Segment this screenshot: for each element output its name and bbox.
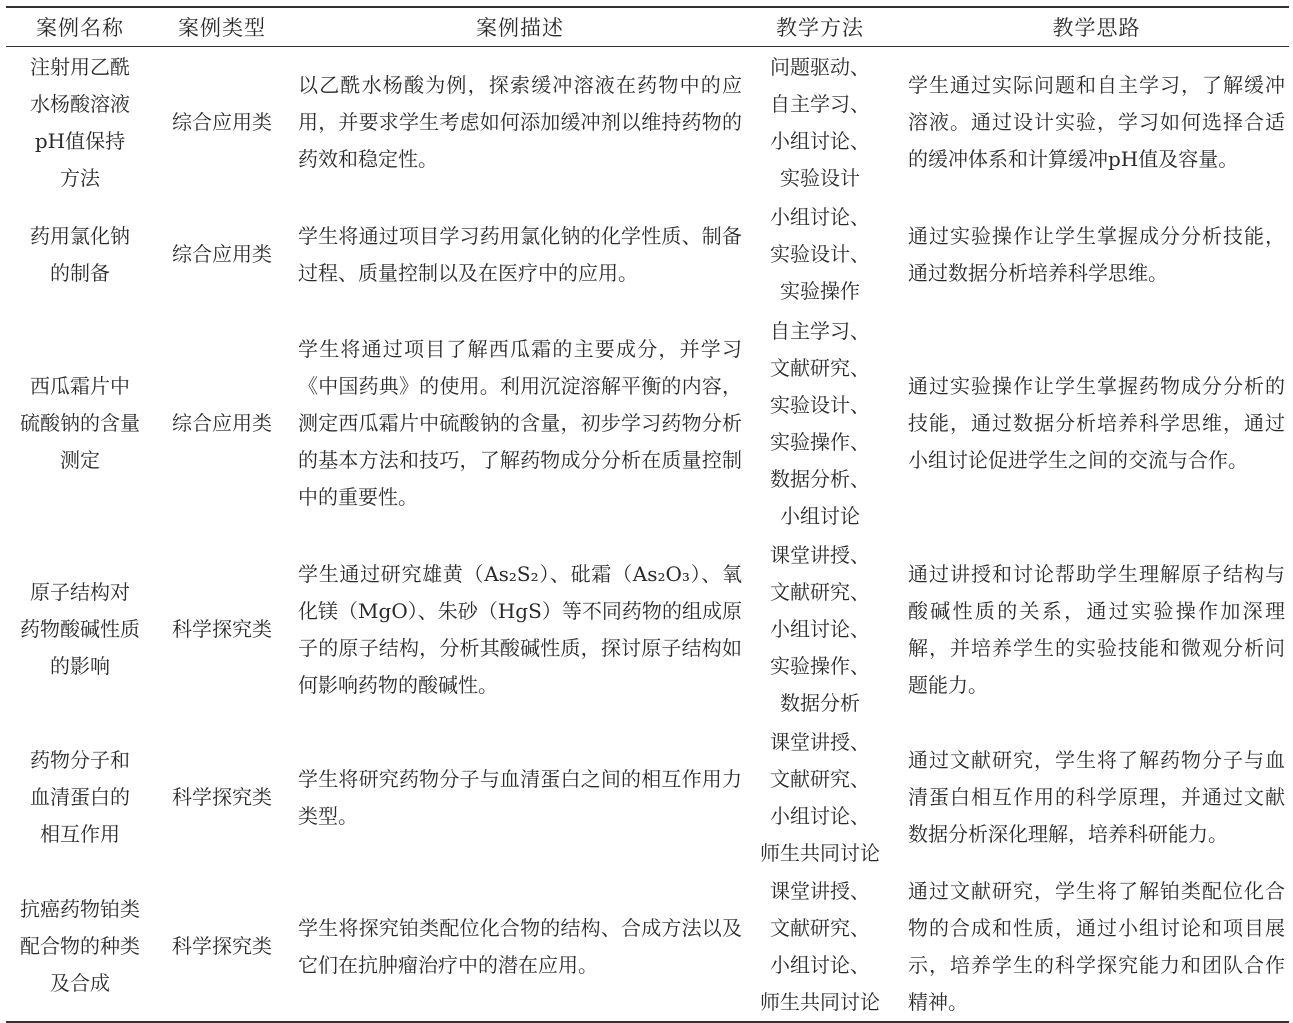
method-line: 文献研究、 [770,355,870,380]
method-line: 小组讨论、 [770,128,870,153]
case-type-cell: 科学探究类 [172,617,272,641]
method-line: 小组讨论、 [770,205,870,229]
case-name-line: 血清蛋白的 [30,785,130,809]
table-header-row [6,7,1289,47]
method-line: 小组讨论、 [770,803,870,828]
case-name-line: 硫酸钠的含量 [20,411,140,435]
method-line: 小组讨论、 [770,617,870,641]
case-name-cell [6,537,154,723]
case-name-line: 药物酸碱性质 [20,617,140,641]
table-row [6,199,1289,311]
case-name-line: 药用氯化钠 [30,223,130,248]
case-description-cell: 学生将探究铂类配位化合物的结构、合成方法以及它们在抗肿瘤治疗中的潜在应用。 [298,915,742,977]
method-line: 小组讨论 [780,503,860,528]
case-name-line: 抗癌药物铂类 [20,897,140,921]
method-line: 师生共同讨论 [760,840,880,865]
method-line: 文献研究、 [770,766,870,791]
case-name-line: 配合物的种类 [20,934,140,958]
method-line: 数据分析、 [770,466,870,491]
case-type-cell: 综合应用类 [172,110,272,135]
method-line: 数据分析 [780,691,860,715]
method-line: 师生共同讨论 [760,989,880,1014]
table-row [6,723,1289,873]
method-line: 实验设计、 [770,392,870,417]
method-line: 课堂讲授、 [770,729,870,754]
case-table-container [6,6,1289,1023]
teaching-case-table [6,6,1289,1023]
case-name-line: 药物分子和 [30,748,130,772]
header-teaching-idea: 教学思路 [1052,16,1141,40]
case-description-cell: 学生将研究药物分子与血清蛋白之间的相互作用力类型。 [298,766,742,828]
teaching-idea-cell: 通过实验操作让学生掌握药物成分分析的技能，通过数据分析培养科学思维，通过小组讨论促进学生之间的交流与合作。 [908,374,1285,472]
teaching-method-cell [752,537,888,723]
case-type-cell: 综合应用类 [172,242,272,266]
method-line: 实验操作 [780,279,860,303]
teaching-method-cell [752,47,888,199]
teaching-idea-cell: 通过讲授和讨论帮助学生理解原子结构与酸碱性质的关系，通过实验操作加深理解，并培养学生的实验技能和微观分析问题能力。 [908,561,1285,697]
teaching-idea-cell: 通过文献研究，学生将了解铂类配位化合物的合成和性质，通过小组讨论和项目展示，培养学生的科学探究能力和团队合作精神。 [908,878,1285,1014]
teaching-idea-cell: 通过实验操作让学生掌握成分分析技能，通过数据分析培养科学思维。 [908,223,1285,285]
case-name-line: pH值保持 [34,128,126,153]
case-type-cell: 科学探究类 [172,785,272,809]
table-row [6,537,1289,723]
case-type-cell: 综合应用类 [172,411,272,435]
method-line: 实验操作、 [770,654,870,678]
case-name-line: 及合成 [50,971,110,995]
method-line: 小组讨论、 [770,952,870,977]
teaching-method-cell [752,199,888,311]
teaching-method-cell [752,723,888,873]
teaching-idea-cell: 学生通过实际问题和自主学习，了解缓冲溶液。通过设计实验，学习如何选择合适的缓冲体系和计算缓冲pH值及容量。 [908,73,1285,172]
case-name-cell [6,47,154,199]
case-name-line: 原子结构对 [30,580,130,604]
table-row [6,47,1289,199]
case-name-cell [6,199,154,311]
table-row [6,873,1289,1022]
case-name-line: 西瓜霜片中 [30,374,130,398]
case-name-cell [6,723,154,873]
header-case-type: 案例类型 [178,16,266,40]
case-name-line: 测定 [60,448,100,472]
method-line: 课堂讲授、 [770,543,870,567]
method-line: 实验设计 [780,165,860,190]
method-line: 自主学习、 [770,318,870,343]
teaching-method-cell [752,873,888,1022]
case-name-line: 的影响 [50,654,110,678]
method-line: 实验操作、 [770,429,870,454]
method-line: 文献研究、 [770,580,870,604]
case-name-line: 注射用乙酰 [30,54,130,79]
method-line: 文献研究、 [770,915,870,940]
header-teaching-method: 教学方法 [776,16,864,40]
method-line: 自主学习、 [770,91,870,116]
case-name-cell [6,311,154,537]
case-description-cell: 学生通过研究雄黄（As₂S₂）、砒霜（As₂O₃）、氧化镁（MgO）、朱砂（HgS）等不同药物的组成原子的原子结构，分析其酸碱性质，探讨原子结构如何影响药物的酸碱性。 [298,561,742,697]
case-name-line: 水杨酸溶液 [30,91,130,116]
case-name-line: 方法 [60,165,100,190]
case-name-cell [6,873,154,1022]
header-case-name: 案例名称 [36,16,124,40]
header-case-description: 案例描述 [476,16,564,40]
case-name-line: 相互作用 [40,822,120,846]
case-name-line: 的制备 [50,260,110,285]
table-row [6,311,1289,537]
method-line: 问题驱动、 [770,54,870,79]
method-line: 课堂讲授、 [770,878,870,903]
method-line: 实验设计、 [770,242,870,266]
case-type-cell: 科学探究类 [172,934,272,958]
teaching-method-cell [752,311,888,537]
case-description-cell: 学生将通过项目学习药用氯化钠的化学性质、制备过程、质量控制以及在医疗中的应用。 [298,223,742,285]
case-description-cell: 以乙酰水杨酸为例，探索缓冲溶液在药物中的应用，并要求学生考虑如何添加缓冲剂以维持药物的药效和稳定性。 [298,73,742,172]
teaching-idea-cell: 通过文献研究，学生将了解药物分子与血清蛋白相互作用的科学原理，并通过文献数据分析深化理解，培养科研能力。 [908,748,1285,846]
case-description-cell: 学生将通过项目了解西瓜霜的主要成分，并学习《中国药典》的使用。利用沉淀溶解平衡的内容，测定西瓜霜片中硫酸钠的含量，初步学习药物分析的基本方法和技巧，了解药物成分分析在质量控制中的重要性。 [298,337,742,509]
